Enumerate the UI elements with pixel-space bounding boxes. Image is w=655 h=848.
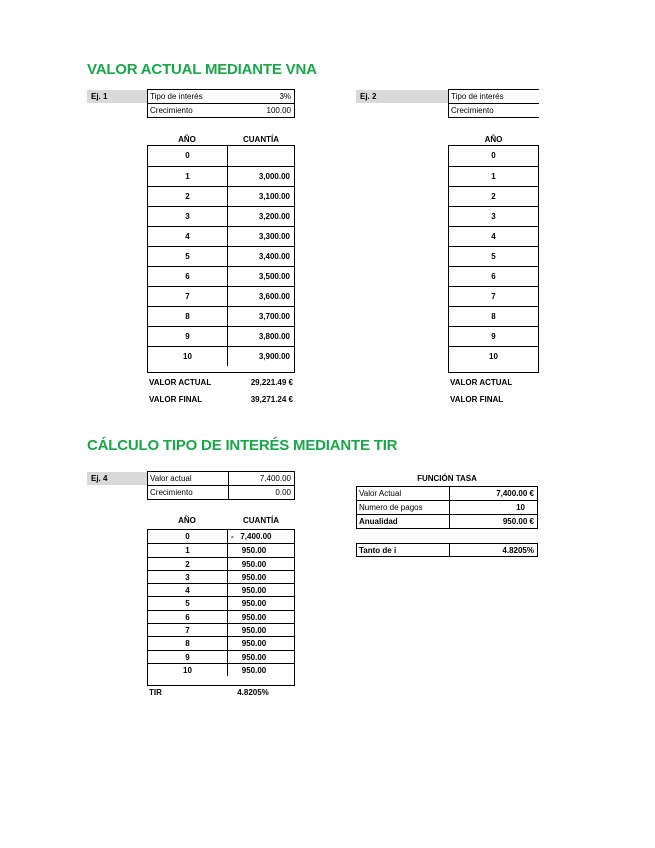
param-value: 3%	[279, 92, 291, 101]
ej1-valor-final-label: VALOR FINAL	[149, 395, 203, 404]
table-row	[449, 146, 538, 166]
year-cell: 4	[491, 232, 496, 241]
amount-cell: 950.00	[241, 586, 267, 596]
year-cell: 3	[185, 572, 190, 582]
year-cell: 7	[185, 292, 190, 301]
year-cell: 1	[491, 172, 496, 181]
table-row	[148, 583, 294, 596]
year-cell: 7	[491, 292, 496, 301]
amount-cell: 3,500.00	[258, 272, 290, 281]
param-value: 0.00	[275, 488, 291, 497]
table-row	[449, 326, 538, 346]
table-row	[148, 306, 294, 326]
tasa-value: 10	[516, 503, 525, 512]
year-cell: 0	[185, 532, 190, 541]
ej1-param-growth	[148, 103, 294, 117]
tasa-value: 950.00 €	[502, 517, 534, 526]
param-label: Tipo de interés	[451, 92, 504, 101]
table-row	[148, 246, 294, 266]
amount-cell	[228, 146, 294, 166]
table-row	[148, 650, 294, 663]
year-cell: 1	[185, 546, 190, 556]
ej4-tir-label: TIR	[149, 688, 162, 697]
param-label: Crecimiento	[451, 106, 494, 115]
tasa-label: Anualidad	[359, 517, 398, 526]
ej2-valor-actual-label: VALOR ACTUAL	[450, 378, 513, 387]
table-row	[148, 206, 294, 226]
ej2-col-year: AÑO	[484, 135, 503, 144]
ej1-param-rate	[148, 90, 294, 103]
year-cell: 3	[185, 212, 190, 221]
ej4-label: Ej. 4	[87, 472, 147, 485]
table-row	[449, 246, 538, 266]
table-row	[449, 266, 538, 286]
year-cell: 0	[491, 151, 496, 160]
ej4-col-year: AÑO	[178, 516, 196, 525]
ej2-params	[448, 89, 539, 118]
tanto-de-i-box	[356, 543, 538, 557]
year-cell: 10	[489, 352, 498, 361]
ej4-col-amount: CUANTÍA	[243, 516, 279, 525]
table-row	[449, 226, 538, 246]
amount-cell: 950.00	[241, 612, 267, 622]
year-cell: 4	[185, 232, 190, 241]
ej4-param-growth	[148, 485, 294, 499]
year-cell: 0	[185, 151, 190, 160]
year-cell: 6	[185, 612, 190, 622]
table-row	[148, 530, 294, 543]
table-row	[148, 326, 294, 346]
table-row	[148, 663, 294, 676]
table-row	[148, 610, 294, 623]
param-label: Valor actual	[150, 474, 192, 483]
ej2-cashflow-table	[448, 145, 539, 373]
ej2-label: Ej. 2	[356, 90, 448, 103]
ej4-cashflow-table	[147, 529, 295, 686]
table-row	[148, 266, 294, 286]
ej1-label: Ej. 1	[87, 90, 147, 103]
table-row	[148, 346, 294, 366]
tasa-label: Valor Actual	[359, 489, 402, 498]
amount-cell: 3,600.00	[258, 292, 290, 301]
tanto-value: 4.8205%	[502, 546, 534, 555]
tasa-row-valor-actual	[357, 487, 537, 500]
year-cell: 7	[185, 626, 190, 636]
year-cell: 8	[185, 312, 190, 321]
amount-cell: 950.00	[241, 665, 267, 675]
amount-cell: 3,000.00	[258, 172, 290, 181]
amount-cell: 3,200.00	[258, 212, 290, 221]
param-value: 7,400.00	[259, 474, 291, 483]
year-cell: 10	[183, 665, 192, 675]
ej1-params	[147, 89, 295, 118]
ej2-valor-final-label: VALOR FINAL	[450, 395, 504, 404]
year-cell: 5	[185, 599, 190, 609]
table-row	[449, 306, 538, 326]
table-row	[148, 166, 294, 186]
table-row	[449, 286, 538, 306]
year-cell: 9	[185, 652, 190, 662]
amount-cell: 3,800.00	[258, 332, 290, 341]
table-row	[148, 636, 294, 649]
ej4-params	[147, 471, 295, 500]
table-row	[148, 557, 294, 570]
amount-cell: 950.00	[241, 599, 267, 609]
amount-cell: 3,400.00	[258, 252, 290, 261]
ej1-valor-final-value: 39,271.24 €	[250, 395, 293, 404]
year-cell: 5	[491, 252, 496, 261]
ej1-cashflow-table	[147, 145, 295, 373]
year-cell: 2	[185, 559, 190, 569]
table-row	[148, 596, 294, 609]
amount-cell: 950.00	[241, 626, 267, 636]
amount-cell: 3,700.00	[258, 312, 290, 321]
year-cell: 10	[183, 352, 192, 361]
year-cell: 8	[491, 312, 496, 321]
ej1-valor-actual-value: 29,221.49 €	[250, 378, 293, 387]
param-label: Tipo de interés	[150, 92, 203, 101]
year-cell: 1	[185, 172, 190, 181]
param-label: Crecimiento	[150, 488, 193, 497]
amount-cell: 950.00	[241, 559, 267, 569]
amount-cell: - 7,400.00	[231, 532, 272, 541]
amount-cell: 950.00	[241, 572, 267, 582]
table-row	[148, 543, 294, 556]
table-row	[449, 206, 538, 226]
tanto-label: Tanto de i	[359, 546, 397, 555]
amount-cell: 3,900.00	[258, 352, 290, 361]
ej1-col-year: AÑO	[178, 135, 196, 144]
table-row	[148, 570, 294, 583]
year-cell: 8	[185, 639, 190, 649]
year-cell: 9	[491, 332, 496, 341]
section-title-valor-actual: VALOR ACTUAL MEDIANTE VNA	[87, 61, 317, 78]
year-cell: 6	[185, 272, 190, 281]
table-row	[148, 226, 294, 246]
tanto-row	[357, 544, 537, 557]
table-row	[148, 286, 294, 306]
amount-cell: 3,100.00	[258, 192, 290, 201]
year-cell: 2	[185, 192, 190, 201]
funcion-tasa-title: FUNCIÓN TASA	[417, 474, 477, 483]
year-cell: 2	[491, 192, 496, 201]
table-row	[449, 186, 538, 206]
tasa-row-anualidad	[357, 514, 537, 528]
tasa-value: 7,400.00 €	[496, 489, 534, 498]
ej4-tir-value: 4.8205%	[237, 688, 269, 697]
param-label: Crecimiento	[150, 106, 193, 115]
year-cell: 3	[491, 212, 496, 221]
amount-cell: 950.00	[241, 652, 267, 662]
tasa-row-num-pagos	[357, 500, 537, 514]
table-row	[449, 346, 538, 366]
table-row	[449, 166, 538, 186]
tasa-label: Numero de pagos	[359, 503, 423, 512]
table-row	[148, 186, 294, 206]
amount-cell: 3,300.00	[258, 232, 290, 241]
year-cell: 5	[185, 252, 190, 261]
ej1-valor-actual-label: VALOR ACTUAL	[149, 378, 212, 387]
amount-cell: 950.00	[241, 546, 267, 556]
year-cell: 6	[491, 272, 496, 281]
ej2-param-growth	[449, 103, 539, 117]
ej4-param-present-value	[148, 472, 294, 485]
ej2-param-rate	[449, 90, 539, 103]
table-row	[148, 146, 294, 166]
funcion-tasa-table	[356, 486, 538, 529]
section-title-tir: CÁLCULO TIPO DE INTERÉS MEDIANTE TIR	[87, 437, 398, 454]
param-value: 100.00	[266, 106, 291, 115]
year-cell: 9	[185, 332, 190, 341]
ej1-col-amount: CUANTÍA	[243, 135, 279, 144]
amount-cell: 950.00	[241, 639, 267, 649]
table-row	[148, 623, 294, 636]
year-cell: 4	[185, 586, 190, 596]
